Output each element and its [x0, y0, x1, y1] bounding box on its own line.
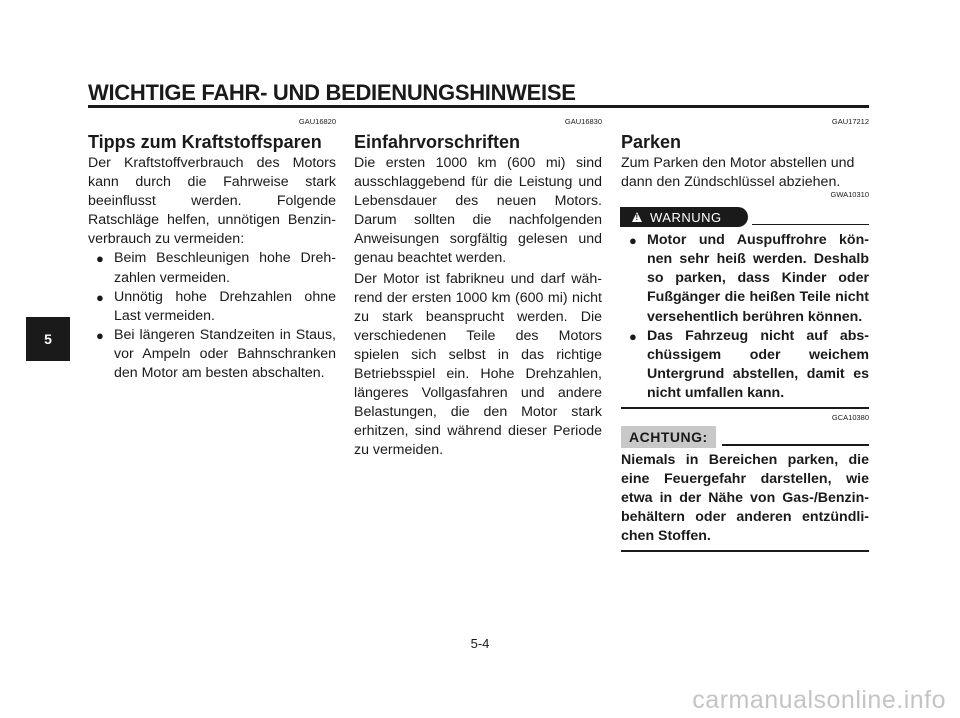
section-break-in: [354, 116, 602, 461]
warning-badge: [620, 207, 748, 227]
section-parking: [621, 116, 869, 552]
section-code: GAU16820: [298, 117, 336, 126]
watermark: carmanualsonline.info: [692, 686, 946, 714]
page-number: 5-4: [470, 636, 490, 651]
warning-code: GWA10310: [830, 190, 869, 200]
caution-header: [621, 424, 869, 448]
section-fuel-saving: [88, 116, 336, 383]
warning-rule: [752, 224, 869, 226]
section-title: Parken: [621, 132, 682, 152]
chapter-tab: 5: [26, 317, 70, 361]
caution-rule: [722, 444, 869, 446]
section-intro: Zum Parken den Motor abstellen und dann den Zündschlüssel abziehen.: [621, 155, 855, 191]
header-rule: [88, 105, 869, 108]
section-code: GAU17212: [831, 117, 869, 126]
warning-end-rule: [621, 407, 869, 409]
warning-triangle-icon: [632, 212, 642, 222]
tip-list: [88, 249, 336, 383]
section-intro: Der Kraftstoffverbrauch des Motors kann durch die Fahrweise stark beeinflusst werden. Folgende Ratschläge helfen, unnötigen Benzin- verbrauch zu vermeiden:: [88, 155, 336, 248]
warning-list: [621, 231, 869, 403]
list-item: ● Motor und Auspuffrohre kön- nen sehr heiß werden. Deshalb so parken, dass Kinder oder Fußgänger die heißen Teile nicht versehentlich berühren können.: [621, 231, 869, 326]
caution-badge: ACHTUNG:: [621, 426, 716, 448]
list-item: ● Bei längeren Standzeiten in Staus, vor Ampeln oder Bahnschranken den Motor am besten abschalten.: [88, 326, 336, 383]
list-item: ● Unnötig hohe Drehzahlen ohne Last vermeiden.: [88, 288, 336, 326]
section-title: Einfahrvorschriften: [354, 132, 521, 152]
paragraph: Der Motor ist fabrikneu und darf wäh- rend der ersten 1000 km (600 mi) nicht zu stark beansprucht werden. Die verschiedenen Teile des Motors spielen sich selbst in das richtige Betriebsspiel ein. Hohe Drehzahlen, längeres Vollgasfahren und andere Belastungen, die den Motor stark erhitzen, sind während dieser Periode zu vermeiden.: [354, 270, 602, 459]
page-title: WICHTIGE FAHR- UND BEDIENUNGSHINWEISE: [88, 80, 576, 105]
caution-text: Niemals in Bereichen parken, die eine Feuergefahr darstellen, wie etwa in der Nähe von Gas-/Benzin- behältern oder anderen entzündli- chen Stoffen.: [621, 451, 869, 544]
list-item: ● Beim Beschleunigen hohe Dreh- zahlen vermeiden.: [88, 249, 336, 287]
warning-label: WARNUNG: [650, 209, 722, 225]
warning-header: [621, 201, 869, 227]
section-code: GAU16830: [564, 117, 602, 126]
caution-end-rule: [621, 550, 869, 552]
list-item: ● Das Fahrzeug nicht auf abs- chüssigem oder weichem Untergrund abstellen, damit es nicht umfallen kann.: [621, 327, 869, 403]
caution-code: GCA10380: [831, 412, 869, 422]
paragraph: Die ersten 1000 km (600 mi) sind ausschlaggebend für die Leistung und Lebensdauer des neuen Motors. Darum sollten die nachfolgenden Anweisungen sorgfältig gelesen und genau beachtet werden.: [354, 155, 602, 267]
section-title: Tipps zum Kraftstoffsparen: [88, 132, 322, 152]
